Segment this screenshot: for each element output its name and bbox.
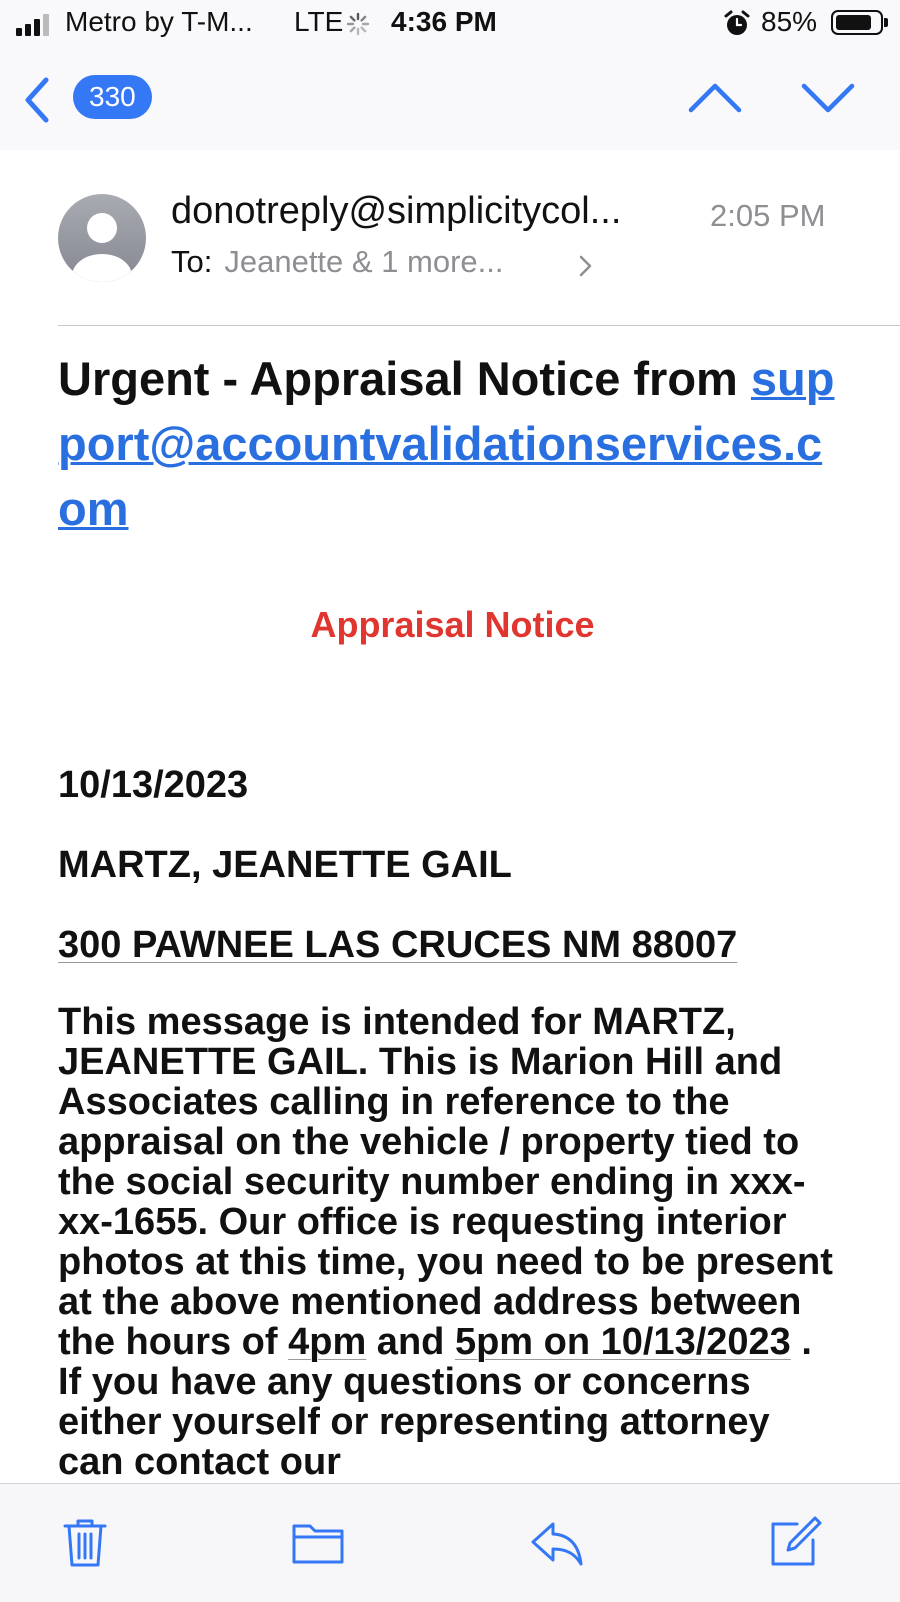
message-body (58, 1002, 838, 1482)
to-label: To: (171, 244, 213, 279)
bottom-toolbar (0, 1483, 900, 1602)
clock-time: 4:36 PM (391, 6, 497, 37)
network-label: LTE (294, 6, 344, 37)
status-bar (0, 0, 900, 50)
recipients-line[interactable] (171, 244, 504, 280)
notice-date-text[interactable]: 10/13/2023 (58, 764, 249, 806)
trash-icon[interactable] (57, 1514, 113, 1570)
folder-icon[interactable] (290, 1514, 346, 1570)
activity-spinner-icon (346, 12, 370, 36)
unread-count-badge[interactable]: 330 (73, 75, 152, 119)
recipients-summary: Jeanette & 1 more... (224, 244, 504, 279)
header-divider (58, 325, 900, 326)
battery-icon (831, 10, 883, 35)
sender-avatar (58, 194, 146, 282)
previous-message-icon[interactable] (687, 78, 743, 118)
subject-text: Urgent - Appraisal Notice from (58, 352, 751, 405)
back-chevron-icon[interactable] (18, 74, 58, 126)
message-subject (58, 346, 848, 541)
recipient-name: MARTZ, JEANETTE GAIL (58, 844, 512, 886)
signal-icon (16, 12, 56, 36)
battery-percent: 85% (761, 6, 818, 37)
time-link-4pm[interactable]: 4pm (288, 1321, 367, 1363)
chevron-right-icon[interactable] (578, 254, 594, 278)
alarm-icon (724, 10, 750, 38)
notice-heading: Appraisal Notice (310, 604, 595, 645)
notice-date[interactable] (58, 764, 248, 807)
subject-email-link[interactable]: support@accountvalidationservices.com (58, 352, 835, 535)
body-text-part2: . If you have any questions or concerns either yourself or representing attorney can contact our (58, 1321, 812, 1483)
mail-nav-bar (0, 50, 900, 150)
message-view[interactable] (0, 150, 900, 1483)
body-text-part1: This message is intended for MARTZ, JEANETTE GAIL. This is Marion Hill and Associates calling in reference to the appraisal on the vehicle / property tied to the social security number ending in xxx-xx-1655. Our office is requesting interior photos at this time, you need to be present at the above mentioned address between the hours of (58, 1001, 833, 1363)
compose-icon[interactable] (767, 1514, 823, 1570)
message-time: 2:05 PM (710, 198, 826, 233)
reply-icon[interactable] (529, 1514, 585, 1570)
address-link[interactable]: 300 PAWNEE LAS CRUCES NM 88007 (58, 924, 738, 966)
sender-address: donotreply@simplicitycol... (171, 190, 622, 232)
next-message-icon[interactable] (800, 78, 856, 118)
carrier-label: Metro by T-M... (65, 6, 253, 37)
body-text-and: and (366, 1321, 455, 1363)
battery-fill (836, 15, 871, 30)
date-time-link[interactable]: 5pm on 10/13/2023 (454, 1321, 791, 1363)
